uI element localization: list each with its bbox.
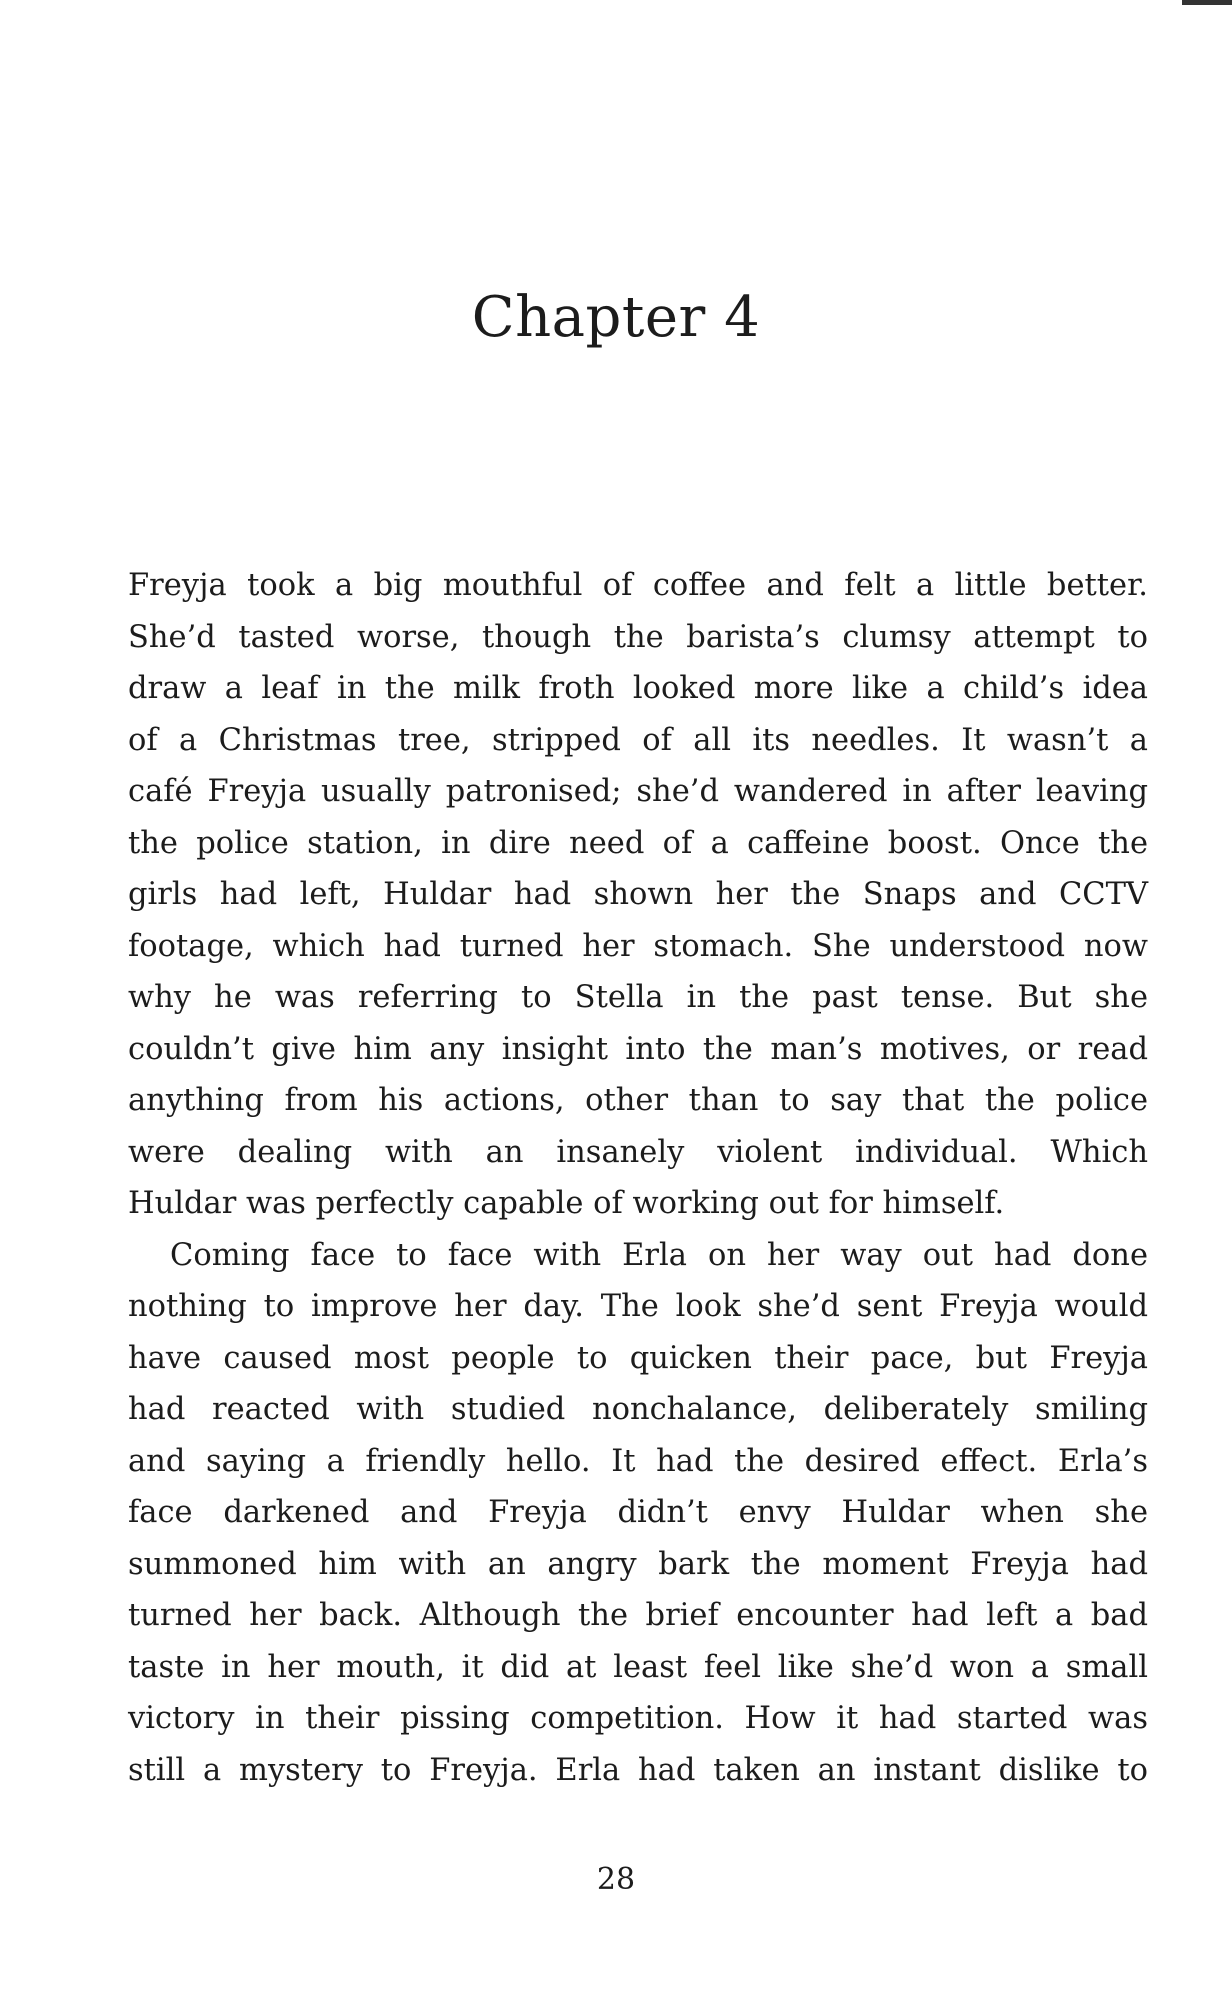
text-line: Huldar was perfectly capable of working out for himself. (128, 1186, 1005, 1221)
text-line: She’d tasted worse, though the barista’s clumsy attempt to (128, 619, 1148, 655)
text-line: why he was referring to Stella in the past tense. But she (128, 980, 1148, 1015)
text-line: summoned him with an angry bark the moment Freyja had (128, 1546, 1148, 1582)
chapter-title: Chapter 4 (471, 285, 761, 350)
text-line: nothing to improve her day. The look she’d sent Freyja would (128, 1289, 1148, 1324)
text-line: anything from his actions, other than to say that the police (128, 1083, 1148, 1118)
text-line: the police station, in dire need of a caffeine boost. Once the (128, 825, 1148, 861)
scan-edge-mark (1182, 0, 1232, 5)
text-line: draw a leaf in the milk froth looked more like a child’s idea (128, 671, 1148, 706)
text-line: Freyja took a big mouthful of coffee and felt a little better. (128, 568, 1148, 603)
text-line: and saying a friendly hello. It had the desired effect. Erla’s (128, 1443, 1148, 1479)
text-line: footage, which had turned her stomach. She understood now (128, 928, 1148, 964)
text-line: had reacted with studied nonchalance, deliberately smiling (128, 1392, 1148, 1427)
paragraph-2 (128, 1230, 1148, 1797)
text-line: café Freyja usually patronised; she’d wandered in after leaving (128, 774, 1148, 809)
text-line: were dealing with an insanely violent individual. Which (128, 1134, 1148, 1170)
text-line: victory in their pissing competition. How it had started was (128, 1701, 1148, 1736)
text-line: face darkened and Freyja didn’t envy Huldar when she (128, 1495, 1148, 1530)
text-line: still a mystery to Freyja. Erla had taken an instant dislike to (128, 1752, 1148, 1788)
text-line: of a Christmas tree, stripped of all its needles. It wasn’t a (128, 722, 1148, 758)
text-line: girls had left, Huldar had shown her the Snaps and CCTV (128, 877, 1148, 912)
text-line: taste in her mouth, it did at least feel like she’d won a small (128, 1649, 1148, 1685)
text-line: couldn’t give him any insight into the man’s motives, or read (128, 1031, 1148, 1067)
paragraph-1 (128, 560, 1148, 1230)
body-text (128, 560, 1148, 1796)
text-line: have caused most people to quicken their pace, but Freyja (128, 1340, 1148, 1376)
text-line: turned her back. Although the brief encounter had left a bad (128, 1598, 1148, 1633)
text-line: Coming face to face with Erla on her way out had done (170, 1237, 1148, 1273)
page-number: 28 (596, 1862, 636, 1897)
